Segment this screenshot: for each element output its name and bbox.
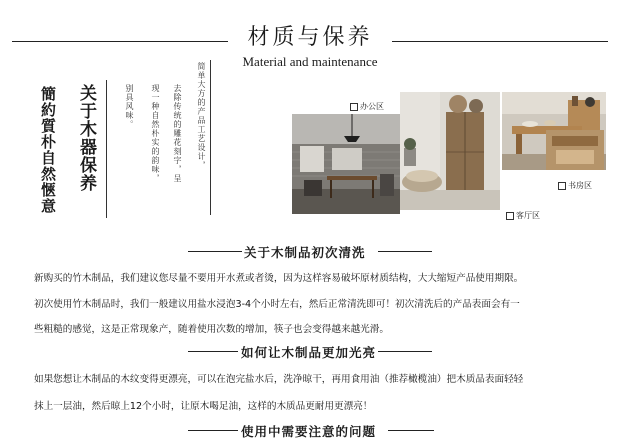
intro-divider [106, 80, 107, 218]
section2-heading: 如何让木制品更加光亮 [241, 345, 377, 360]
section1-heading: 关于木制品初次清洗 [244, 245, 366, 260]
page-title: 材质与保养 [247, 25, 373, 50]
study-photo-detail [546, 130, 604, 170]
header-rule-left [12, 41, 228, 42]
office-label-box [350, 103, 358, 111]
section3-heading: 使用中需要注意的问题 [241, 424, 377, 439]
section1-line-3: 些粗糙的感觉，这是正常现象产，随着使用次数的增加，筷子也会变得越来越光滑。 [34, 324, 389, 335]
intro-divider-right [210, 60, 211, 215]
living-photo [400, 92, 500, 210]
living-label [506, 210, 540, 221]
living-label-text: 客厅区 [516, 211, 540, 220]
section3-rule-left [188, 430, 238, 431]
office-label [350, 101, 384, 112]
intro-text-col-3: 去除传统的雕花刻字，呈 [173, 84, 182, 183]
section1-rule-left [188, 251, 242, 252]
intro-slogan-left: 簡約質朴自然愜意 [39, 86, 57, 214]
header-rule-right [392, 41, 608, 42]
study-label-text: 书房区 [568, 181, 592, 190]
section2-line-2: 抹上一层油，然后晾上12个小时，让原木喝足油，这样的木质品更耐用更漂亮！ [34, 401, 373, 412]
study-label-box [558, 182, 566, 190]
section2-rule-right [378, 351, 432, 352]
intro-text-col-1: 别具风味。 [125, 84, 134, 129]
section1-line-1: 新购买的竹木制品，我们建议您尽量不要用开水煮或者烫，因为这样容易破坏原材质结构，大大缩短产品使用期限。 [34, 273, 524, 284]
page-subtitle: Material and maintenance [242, 54, 378, 69]
section2-rule-left [188, 351, 238, 352]
intro-text-col-4: 简单大方的产品工艺设计， [197, 62, 206, 170]
section2-line-1: 如果您想让木制品的木纹变得更漂亮，可以在泡完盐水后，洗净晾干，再用食用油（推荐橄榄油）把木质品表面轻轻 [34, 374, 524, 385]
office-photo [292, 114, 400, 214]
living-label-box [506, 212, 514, 220]
intro-slogan-right: 关于木器保养 [76, 84, 96, 192]
section1-rule-right [378, 251, 432, 252]
study-label [558, 180, 592, 191]
office-label-text: 办公区 [360, 102, 384, 111]
section3-rule-right [388, 430, 434, 431]
section1-line-2: 初次使用竹木制品时，我们一般建议用盐水浸泡3-4个小时左右，然后正常清洗即可！初次清洗后的产品表面会有一 [34, 299, 520, 310]
intro-text-col-2: 现一种自然朴实的韵味， [151, 84, 160, 183]
